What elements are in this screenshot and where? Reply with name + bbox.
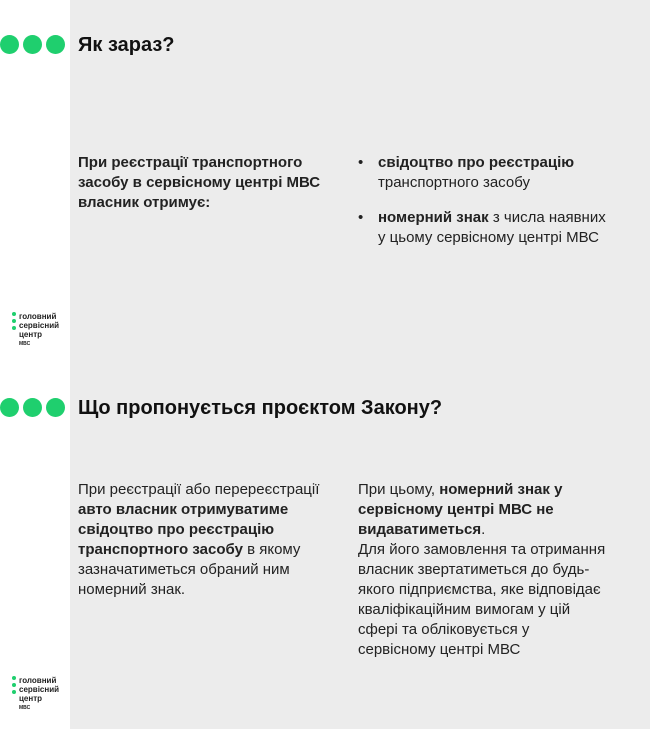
left-text-part2: в якому зазначатиметься обраний ним номерний знак. [78,541,301,598]
logo-dots-icon [12,676,16,694]
green-dot-icon [23,35,42,54]
logo [12,676,59,711]
bullet-bold: свідоцтво про реєстрацію [378,154,575,171]
section2-left-text [78,480,336,600]
logo-line1: головний [19,312,57,321]
bullet-item [358,153,608,193]
bullet-item [358,208,608,248]
green-dot-icon [23,398,42,417]
section1-dots-icon [0,35,65,54]
sidebar [0,0,70,729]
section1-bullet-list [358,153,608,263]
bullet-bold: номерний знак [378,209,489,226]
logo-line2: сервісний [19,321,60,330]
right-text-part1: При цьому, [358,481,440,498]
section1-left-text: При реєстрації транспортного засобу в сервісному центрі МВС власник отримує: [78,154,321,211]
logo-line3: центр [19,694,43,703]
right-text-part2: . [481,521,486,538]
section2-dots-icon [0,398,65,417]
section1-title: Як зараз? [78,34,175,56]
left-text-part1: При реєстрації або перереєстрації [78,481,320,498]
green-dot-icon [0,398,19,417]
logo [12,312,59,347]
section2-title: Що пропонується проєктом Закону? [78,397,443,419]
green-dot-icon [46,35,65,54]
section2-right-text [358,480,608,660]
logo-dots-icon [12,312,16,330]
green-dot-icon [0,35,19,54]
logo-line4: МВС [19,705,31,711]
right-text-bold: номерний знак у сервісному центрі МВС не видаватиметься [358,481,563,538]
bullet-text: з числа наявних у цьому сервісному центрі МВС [378,209,606,246]
logo-line2: сервісний [19,685,60,694]
green-dot-icon [46,398,65,417]
left-text-bold: авто власник отримуватиме свідоцтво про реєстрацію транспортного засобу [78,501,289,558]
bullet-text: транспортного засобу [378,174,530,191]
logo-line1: головний [19,676,57,685]
right-text-paragraph: Для його замовлення та отримання власник звертатиметься до будь-якого підприємства, яке відповідає кваліфікаційним вимогам у цій сфері та обліковується у сервісному центрі МВС [358,541,606,658]
logo-line3: центр [19,330,43,339]
logo-line4: МВС [19,341,31,347]
